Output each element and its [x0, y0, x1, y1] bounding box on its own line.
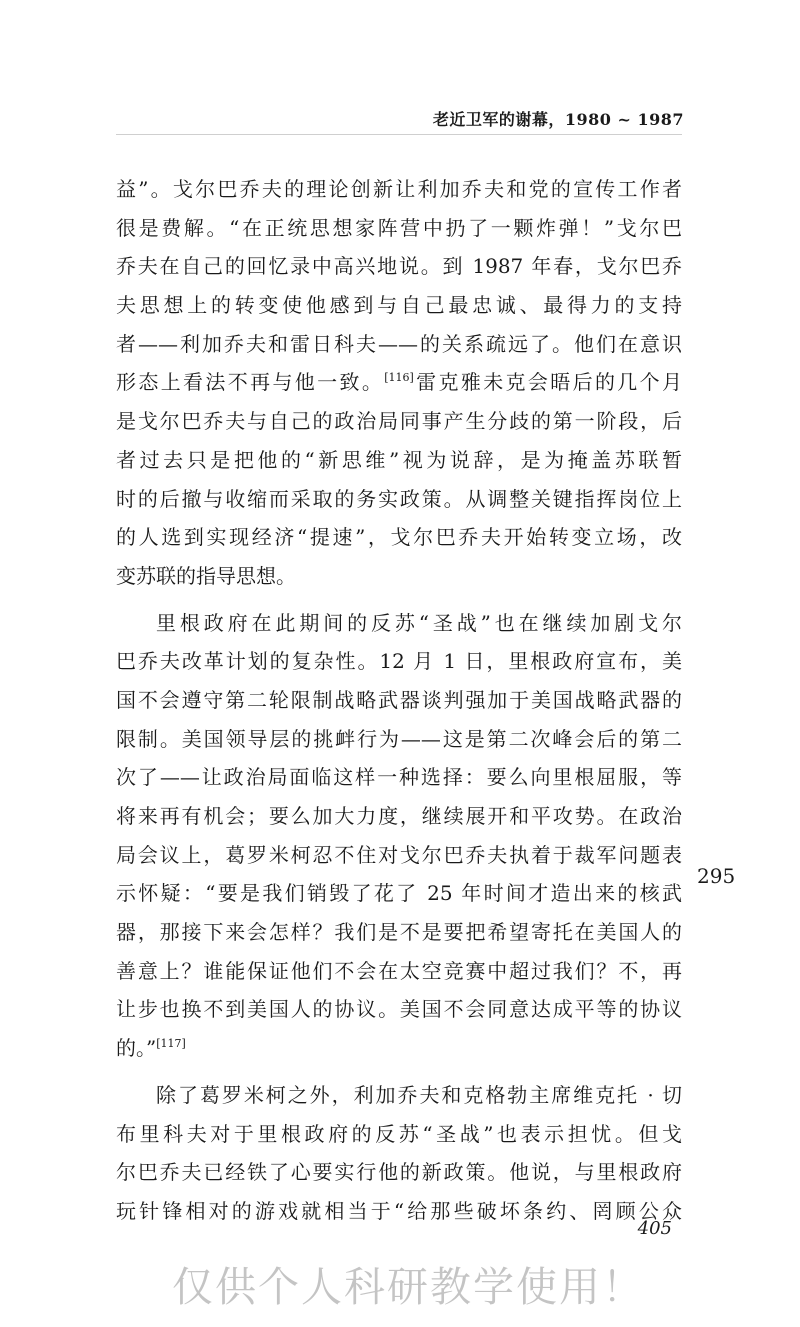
text-line: 者——利加乔夫和雷日科夫——的关系疏远了。他们在意识 — [116, 331, 682, 356]
original-page-marker: 295 — [697, 864, 736, 888]
text-line: 善意上？谁能保证他们不会在太空竞赛中超过我们？不，再 — [116, 958, 682, 983]
text-line: 让步也换不到美国人的协议。美国不会同意达成平等的协议 — [116, 997, 682, 1022]
watermark: 仅供个人科研教学使用！ — [172, 1263, 645, 1311]
text-line — [116, 363, 682, 402]
text-line: 局会议上，葛罗米柯忍不住对戈尔巴乔夫执着于裁军问题表 — [116, 842, 682, 867]
paragraph — [116, 604, 682, 1068]
paragraph — [116, 170, 682, 596]
text-line: 很是费解。“在正统思想家阵营中扔了一颗炸弹！”戈尔巴 — [116, 215, 682, 240]
text-line: 示怀疑：“要是我们销毁了花了 25 年时间才造出来的核武 — [116, 881, 682, 906]
text-line: 乔夫在自己的回忆录中高兴地说。到 1987 年春，戈尔巴乔 — [116, 254, 682, 279]
paragraph-gap — [116, 596, 682, 604]
text-line: 限制。美国领导层的挑衅行为——这是第二次峰会后的第二 — [116, 726, 682, 751]
text-line: 巴乔夫改革计划的复杂性。12 月 1 日，里根政府宣布，美 — [116, 649, 682, 674]
text-line: 次了——让政治局面临这样一种选择：要么向里根屈服，等 — [116, 765, 682, 790]
text-line: 除了葛罗米柯之外，利加乔夫和克格勃主席维克托 · 切 — [156, 1082, 682, 1107]
text-segment: 的。” — [116, 1036, 157, 1061]
footnote-ref[interactable]: [117] — [156, 1037, 186, 1051]
text-line — [116, 1029, 682, 1068]
text-line: 里根政府在此期间的反苏“圣战”也在继续加剧戈尔 — [156, 610, 682, 635]
text-segment: 形态上看法不再与他一致。 — [116, 370, 385, 395]
text-line: 时的后撤与收缩而采取的务实政策。从调整关键指挥岗位上 — [116, 486, 682, 511]
running-header: 老近卫军的谢幕，1980 ~ 1987 — [432, 110, 684, 129]
text-line: 是戈尔巴乔夫与自己的政治局同事产生分歧的第一阶段，后 — [116, 409, 682, 434]
text-line: 布里科夫对于里根政府的反苏“圣战”也表示担忧。但戈 — [116, 1121, 682, 1146]
text-line: 国不会遵守第二轮限制战略武器谈判强加于美国战略武器的 — [116, 687, 682, 712]
header-divider — [116, 134, 682, 135]
footnote-ref[interactable]: [116] — [384, 371, 414, 385]
text-line: 尔巴乔夫已经铁了心要实行他的新政策。他说，与里根政府 — [116, 1160, 682, 1185]
text-line: 变苏联的指导思想。 — [116, 563, 296, 588]
page-number: 405 — [637, 1218, 672, 1239]
paragraph-gap — [116, 1068, 682, 1076]
text-line: 玩针锋相对的游戏就相当于“给那些破坏条约、罔顾公众 — [116, 1198, 682, 1223]
paragraph — [116, 1076, 682, 1231]
text-line: 将来再有机会；要么加大力度，继续展开和平攻势。在政治 — [116, 804, 682, 828]
body-text — [116, 170, 682, 1231]
text-line: 的人选到实现经济“提速”，戈尔巴乔夫开始转变立场，改 — [116, 525, 682, 550]
text-line: 益”。戈尔巴乔夫的理论创新让利加乔夫和党的宣传工作者 — [116, 177, 682, 201]
text-line: 夫思想上的转变使他感到与自己最忠诚、最得力的支持 — [116, 293, 682, 318]
text-line: 者过去只是把他的“新思维”视为说辞，是为掩盖苏联暂 — [116, 447, 682, 472]
text-segment: 雷克雅未克会晤后的几个月 — [413, 370, 682, 395]
text-line: 器，那接下来会怎样？我们是不是要把希望寄托在美国人的 — [116, 920, 682, 945]
